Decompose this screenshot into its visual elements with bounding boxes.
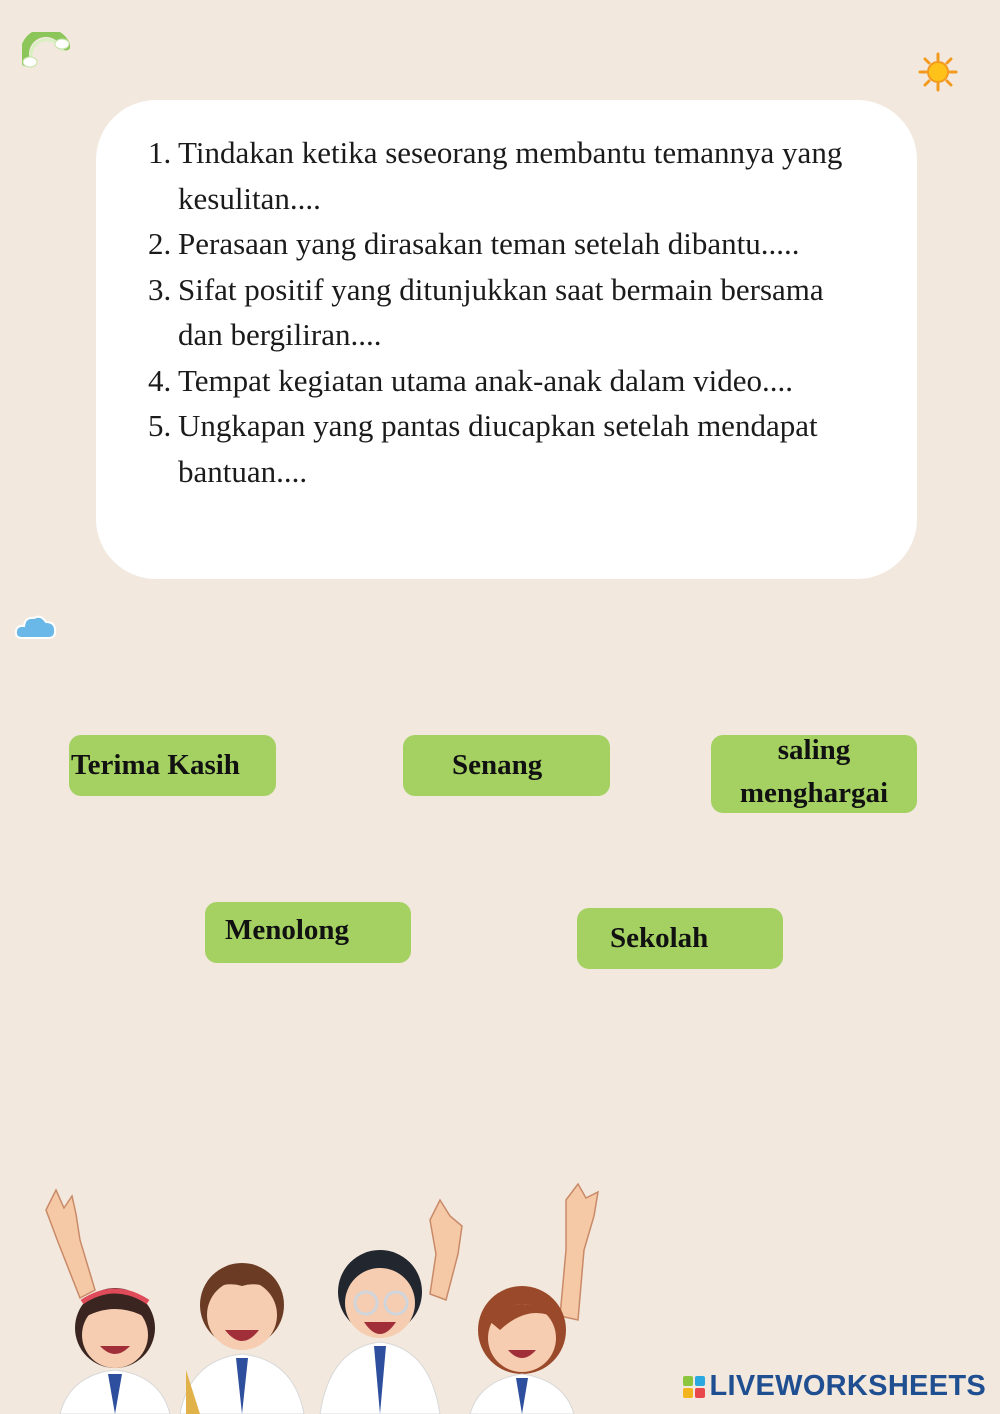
question-text: Tempat kegiatan utama anak-anak dalam video.... — [178, 362, 793, 398]
question-text: Tindakan ketika seseorang membantu temannya yang kesulitan.... — [178, 135, 843, 216]
sun-icon — [918, 52, 958, 92]
question-number: 4. — [148, 362, 172, 398]
brand-footer — [682, 1370, 987, 1403]
question-item — [148, 221, 868, 267]
question-item — [148, 358, 868, 404]
question-number: 5. — [148, 408, 172, 443]
brand-name: LIVEWORKSHEETS — [709, 1370, 986, 1402]
answer-chip-label: Senang — [452, 749, 543, 781]
answer-chip-terima-kasih[interactable] — [69, 735, 276, 796]
question-list — [148, 130, 868, 494]
question-text: Perasaan yang dirasakan teman setelah dibantu..... — [178, 226, 800, 261]
question-text: Sifat positif yang ditunjukkan saat bermain bersama dan bergiliran.... — [178, 271, 824, 352]
question-number: 2. — [148, 226, 172, 261]
children-illustration — [0, 1170, 640, 1414]
question-number: 3. — [148, 271, 172, 307]
answer-chip-label: Menolong — [225, 914, 350, 946]
answer-chip-saling-menghargai[interactable] — [711, 735, 917, 813]
answer-chip-senang[interactable] — [403, 735, 610, 796]
answer-chip-sekolah[interactable] — [577, 908, 783, 969]
question-number: 1. — [148, 135, 172, 170]
answer-chip-label: saling menghargai — [739, 734, 889, 809]
answer-chip-label: Sekolah — [610, 922, 709, 954]
answer-chip-label: Terima Kasih — [71, 749, 240, 781]
answer-chip-menolong[interactable] — [205, 902, 411, 963]
question-item — [148, 130, 868, 221]
question-card — [96, 100, 917, 579]
rainbow-icon — [22, 32, 70, 68]
question-text: Ungkapan yang pantas diucapkan setelah mendapat bantuan.... — [178, 408, 818, 489]
question-item — [148, 267, 868, 358]
question-item — [148, 403, 868, 494]
liveworksheets-logo-icon — [682, 1375, 706, 1399]
cloud-icon — [14, 612, 58, 642]
